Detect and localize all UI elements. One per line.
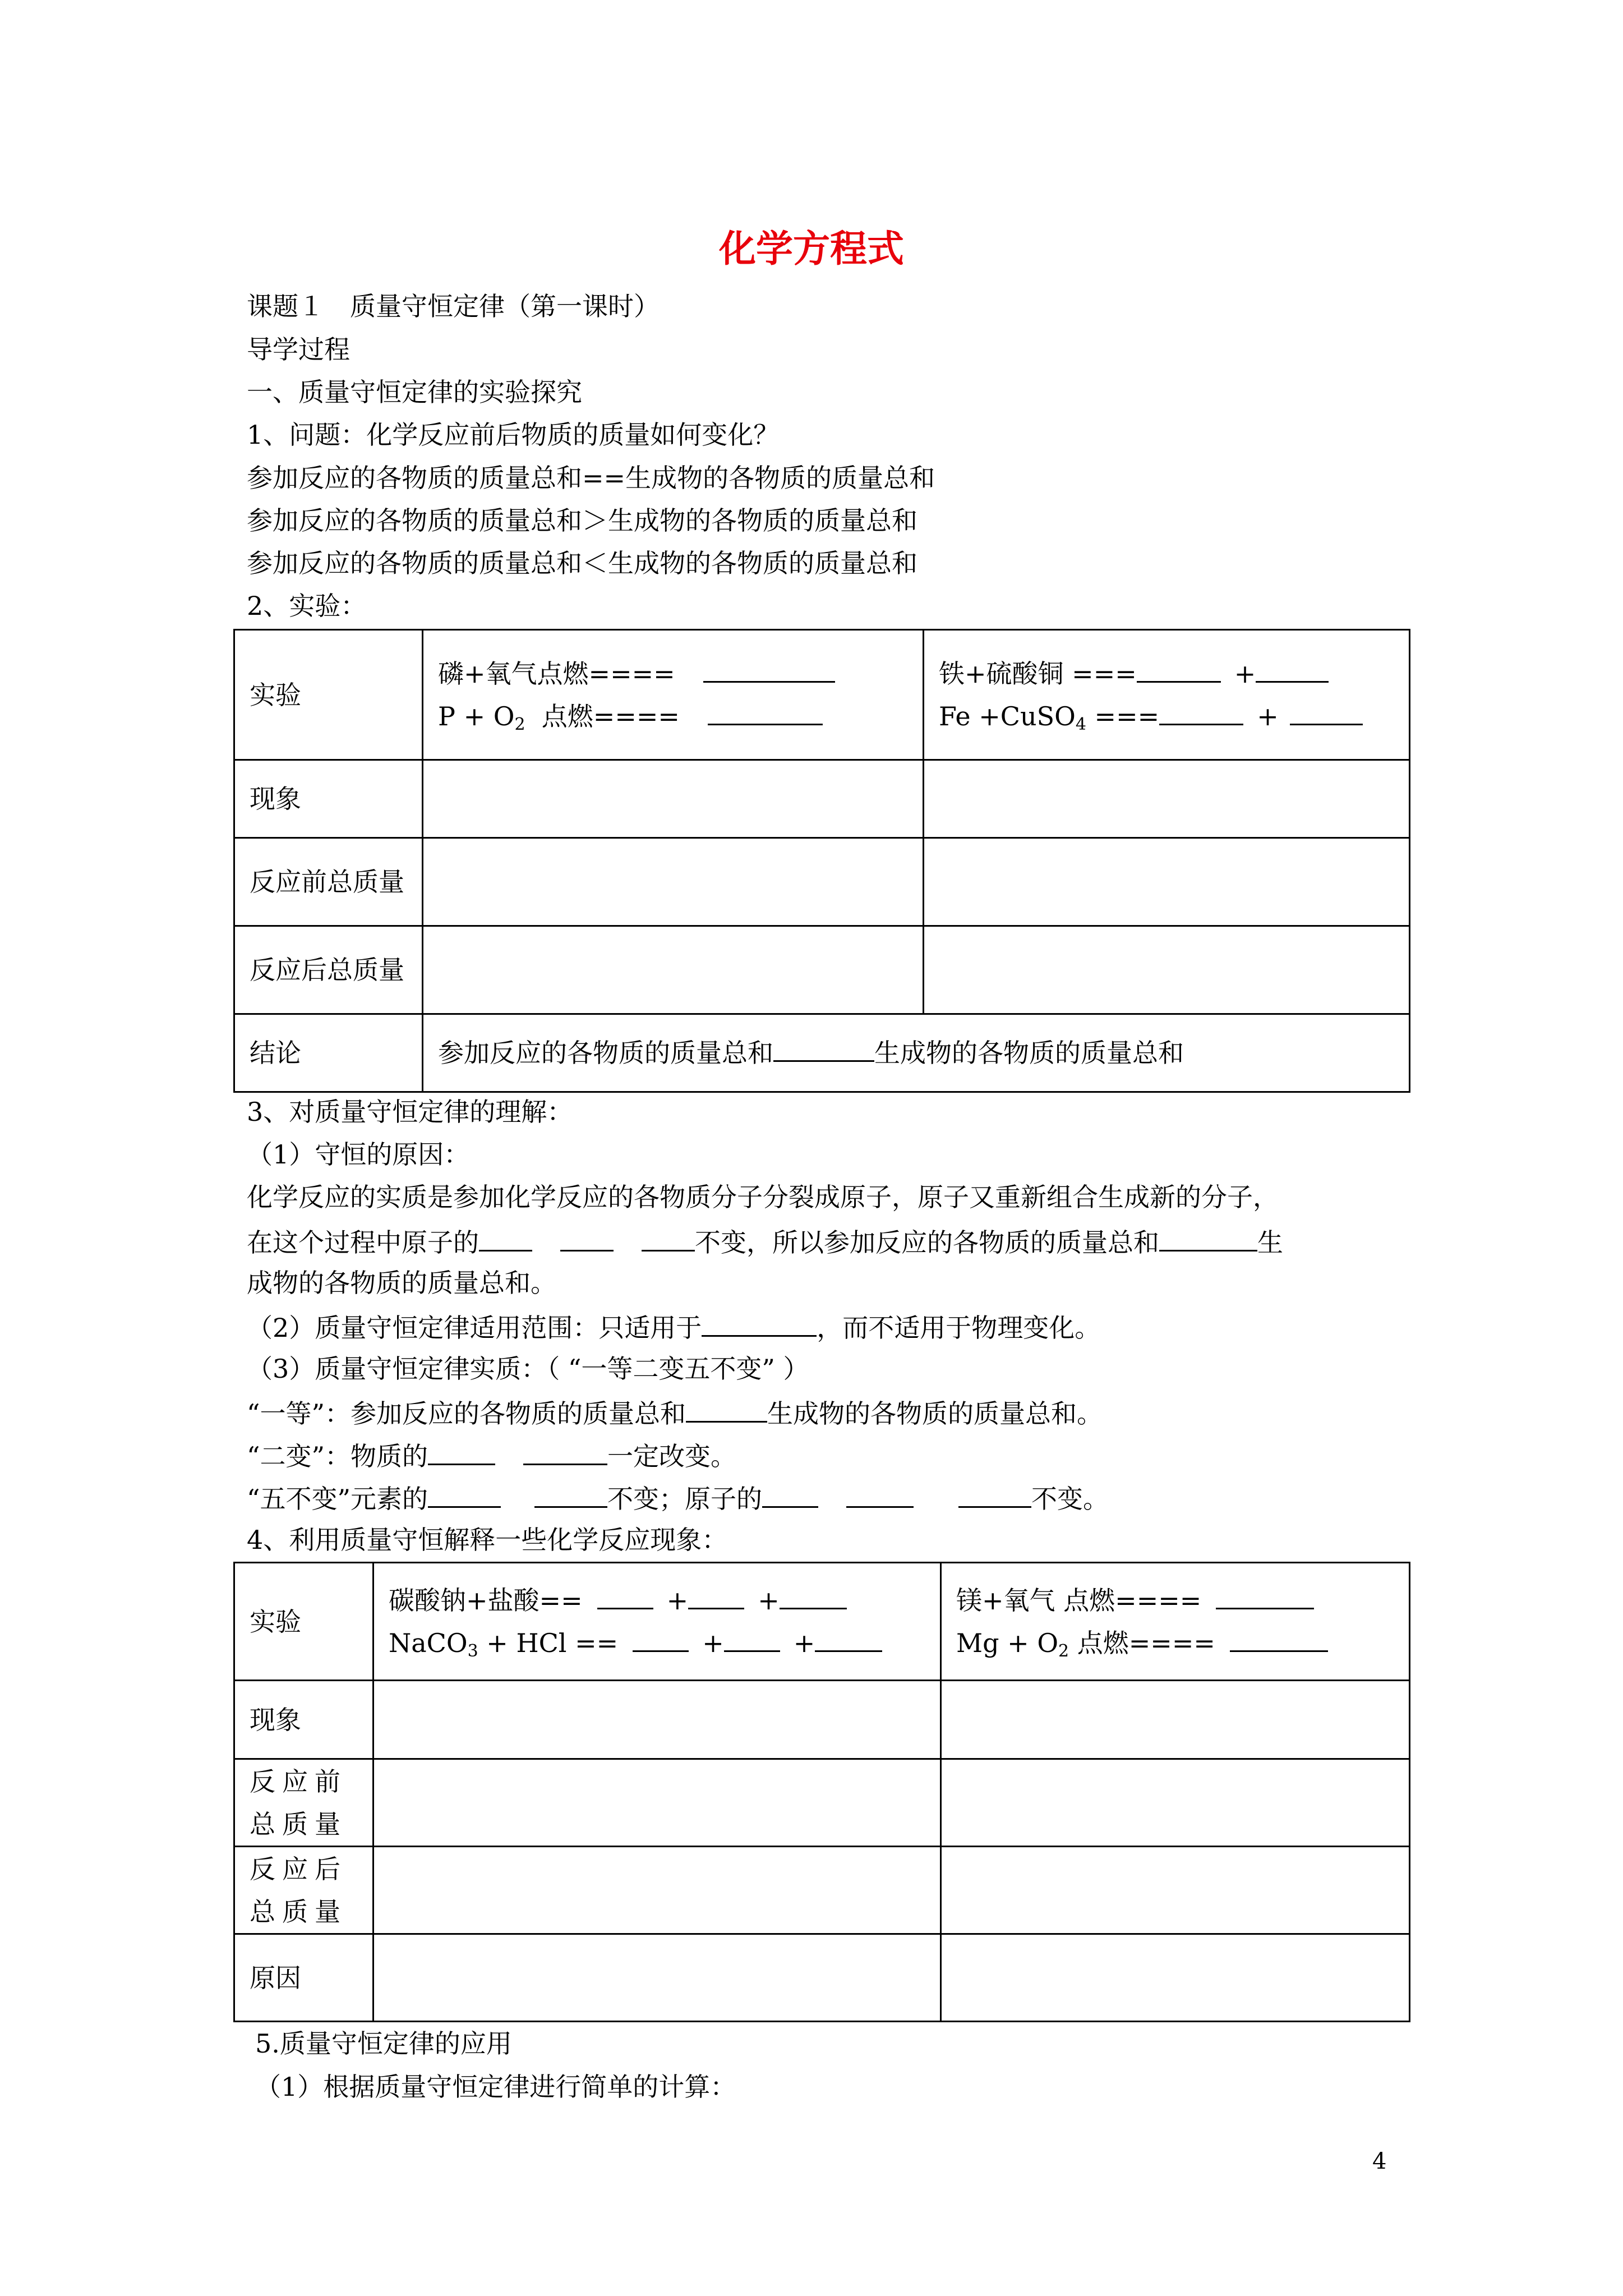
paragraph-text: “二变”：物质的 <box>247 1441 428 1471</box>
row-label: 原因 <box>234 1934 374 2022</box>
yideng-line <box>247 1398 1103 1427</box>
row-label: 反应后总质量 <box>234 926 423 1014</box>
experiment-table-2 <box>233 1562 1410 2022</box>
plus-sign: + <box>666 1585 689 1616</box>
row-label: 实验 <box>234 1563 374 1681</box>
answer-blank[interactable] <box>724 1628 780 1652</box>
section-3-3: （3）质量守恒定律实质：（ “一等二变五不变” ） <box>247 1354 809 1384</box>
equation-text: P + O <box>438 701 515 731</box>
table-row <box>234 1563 1410 1681</box>
answer-blank[interactable] <box>780 1585 847 1609</box>
answer-cell[interactable] <box>423 838 924 926</box>
answer-cell[interactable] <box>941 1759 1410 1847</box>
plus-sign: + <box>758 1585 780 1616</box>
section-4-heading: 4、利用质量守恒解释一些化学反应现象： <box>247 1525 728 1555</box>
answer-blank[interactable] <box>686 1398 767 1423</box>
experiment-iron-cell <box>924 630 1410 760</box>
section-3-heading: 3、对质量守恒定律的理解： <box>247 1097 573 1127</box>
answer-cell[interactable] <box>941 1934 1410 2022</box>
page-number: 4 <box>1372 2148 1387 2174</box>
wubu-line <box>247 1484 1109 1512</box>
paragraph-text: 不变；原子的 <box>607 1484 763 1514</box>
table-row <box>234 926 1410 1014</box>
plus-sign: + <box>793 1627 815 1658</box>
page-title: 化学方程式 <box>719 227 904 270</box>
equation-text: 点燃==== <box>1069 1627 1215 1658</box>
equation-text: Fe +CuSO <box>939 701 1076 731</box>
equation-text: 碳酸钠+盐酸== <box>389 1585 583 1616</box>
answer-blank[interactable] <box>1137 659 1221 683</box>
answer-cell[interactable] <box>423 926 924 1014</box>
question-1-option: 参加反应的各物质的质量总和==生成物的各物质的质量总和 <box>247 463 935 493</box>
table-row <box>234 760 1410 838</box>
answer-cell[interactable] <box>941 1681 1410 1759</box>
plus-sign: + <box>1257 701 1279 731</box>
paragraph-text: 不变。 <box>1031 1484 1109 1514</box>
section-5-1: （1）根据质量守恒定律进行简单的计算： <box>255 2072 736 2102</box>
equation-text: + HCl == <box>478 1627 619 1658</box>
plus-sign: + <box>702 1627 724 1658</box>
subscript: 4 <box>1075 714 1086 734</box>
answer-blank[interactable] <box>1230 1628 1328 1652</box>
table-row <box>234 1847 1410 1934</box>
conclusion-text: 生成物的各物质的质量总和 <box>874 1038 1184 1068</box>
equation-text: NaCO <box>389 1627 468 1658</box>
guide-heading: 导学过程 <box>247 334 350 365</box>
paragraph-text: 不变，所以参加反应的各物质的质量总和 <box>695 1227 1159 1258</box>
section-3-2 <box>247 1313 1100 1341</box>
equation-text: 点燃==== <box>525 701 680 731</box>
experiment-sodium-carbonate-cell <box>374 1563 941 1681</box>
answer-blank[interactable] <box>1216 1585 1314 1609</box>
answer-blank[interactable] <box>1159 1227 1257 1251</box>
answer-blank[interactable] <box>428 1441 495 1465</box>
question-1-option: 参加反应的各物质的质量总和＜生成物的各物质的质量总和 <box>247 548 917 578</box>
table-row <box>234 1014 1410 1092</box>
subscript: 2 <box>1058 1641 1069 1661</box>
question-1: 1、问题：化学反应前后物质的质量如何变化？ <box>247 420 780 450</box>
answer-blank[interactable] <box>534 1484 607 1508</box>
answer-blank[interactable] <box>428 1484 501 1508</box>
answer-cell[interactable] <box>374 1847 941 1934</box>
answer-blank[interactable] <box>703 659 835 683</box>
table-row <box>234 630 1410 760</box>
answer-cell[interactable] <box>924 760 1410 838</box>
paragraph: 化学反应的实质是参加化学反应的各物质分子分裂成原子，原子又重新组合生成新的分子， <box>247 1182 1279 1212</box>
paragraph-text: 在这个过程中原子的 <box>247 1227 479 1258</box>
row-label: 现象 <box>234 760 423 838</box>
paragraph-text: “五不变”元素的 <box>247 1484 428 1514</box>
answer-blank[interactable] <box>560 1227 614 1251</box>
experiment-phosphorus-cell <box>423 630 924 760</box>
paragraph-text: ，而不适用于物理变化。 <box>817 1313 1101 1343</box>
answer-cell[interactable] <box>941 1847 1410 1934</box>
row-label: 反应后总质量 <box>234 1847 374 1934</box>
question-2: 2、实验： <box>247 591 367 621</box>
paragraph-text: （2）质量守恒定律适用范围：只适用于 <box>247 1313 702 1343</box>
paragraph-text: 生 <box>1257 1227 1283 1258</box>
equation-text: 镁+氧气 点燃==== <box>956 1585 1202 1616</box>
subscript: 2 <box>514 714 525 734</box>
answer-blank[interactable] <box>633 1628 689 1652</box>
section-1-heading: 一、质量守恒定律的实验探究 <box>247 377 582 407</box>
table-row <box>234 1934 1410 2022</box>
equation-text: === <box>1086 701 1160 731</box>
answer-cell[interactable] <box>374 1934 941 2022</box>
answer-cell[interactable] <box>423 760 924 838</box>
paragraph-text: “一等”：参加反应的各物质的质量总和 <box>247 1398 686 1429</box>
equation-text: 磷+氧气点燃==== <box>438 658 675 689</box>
answer-blank[interactable] <box>958 1484 1031 1508</box>
answer-blank[interactable] <box>1159 701 1243 725</box>
conclusion-cell <box>423 1014 1410 1092</box>
paragraph: 成物的各物质的质量总和。 <box>247 1268 556 1298</box>
row-label: 现象 <box>234 1681 374 1759</box>
table-row <box>234 838 1410 926</box>
paragraph <box>247 1227 1283 1258</box>
paragraph-text: 生成物的各物质的质量总和。 <box>767 1398 1103 1429</box>
row-label: 反应前总质量 <box>234 1759 374 1847</box>
answer-blank[interactable] <box>773 1038 874 1062</box>
lesson-heading: 课题１ 质量守恒定律（第一课时） <box>247 291 660 321</box>
equation-text: Mg + O <box>956 1627 1059 1658</box>
answer-blank[interactable] <box>1290 701 1363 725</box>
plus-sign: + <box>1234 658 1256 689</box>
answer-blank[interactable] <box>846 1484 914 1508</box>
row-label: 反应前总质量 <box>234 838 423 926</box>
answer-blank[interactable] <box>523 1441 607 1465</box>
erbian-line <box>247 1441 736 1469</box>
equation-text: 铁+硫酸铜 === <box>939 658 1137 689</box>
answer-blank[interactable] <box>1256 659 1329 683</box>
experiment-magnesium-cell <box>941 1563 1410 1681</box>
answer-blank[interactable] <box>479 1227 532 1251</box>
answer-cell[interactable] <box>924 838 1410 926</box>
subscript: 3 <box>467 1641 478 1661</box>
row-label: 结论 <box>234 1014 423 1092</box>
row-label: 实验 <box>234 630 423 760</box>
answer-blank[interactable] <box>688 1585 744 1609</box>
answer-blank[interactable] <box>702 1313 817 1337</box>
answer-blank[interactable] <box>708 701 823 725</box>
table-row <box>234 1759 1410 1847</box>
answer-blank[interactable] <box>597 1585 653 1609</box>
answer-blank[interactable] <box>815 1628 882 1652</box>
section-3-1: （1）守恒的原因： <box>247 1139 470 1170</box>
paragraph-text: 一定改变。 <box>607 1441 737 1471</box>
section-5-heading: 5.质量守恒定律的应用 <box>255 2028 512 2059</box>
experiment-table-1 <box>233 629 1410 1093</box>
question-1-option: 参加反应的各物质的质量总和＞生成物的各物质的质量总和 <box>247 505 917 536</box>
conclusion-text: 参加反应的各物质的质量总和 <box>438 1038 773 1068</box>
answer-blank[interactable] <box>762 1484 818 1508</box>
answer-cell[interactable] <box>924 926 1410 1014</box>
answer-cell[interactable] <box>374 1759 941 1847</box>
table-row <box>234 1681 1410 1759</box>
answer-cell[interactable] <box>374 1681 941 1759</box>
answer-blank[interactable] <box>642 1227 695 1251</box>
